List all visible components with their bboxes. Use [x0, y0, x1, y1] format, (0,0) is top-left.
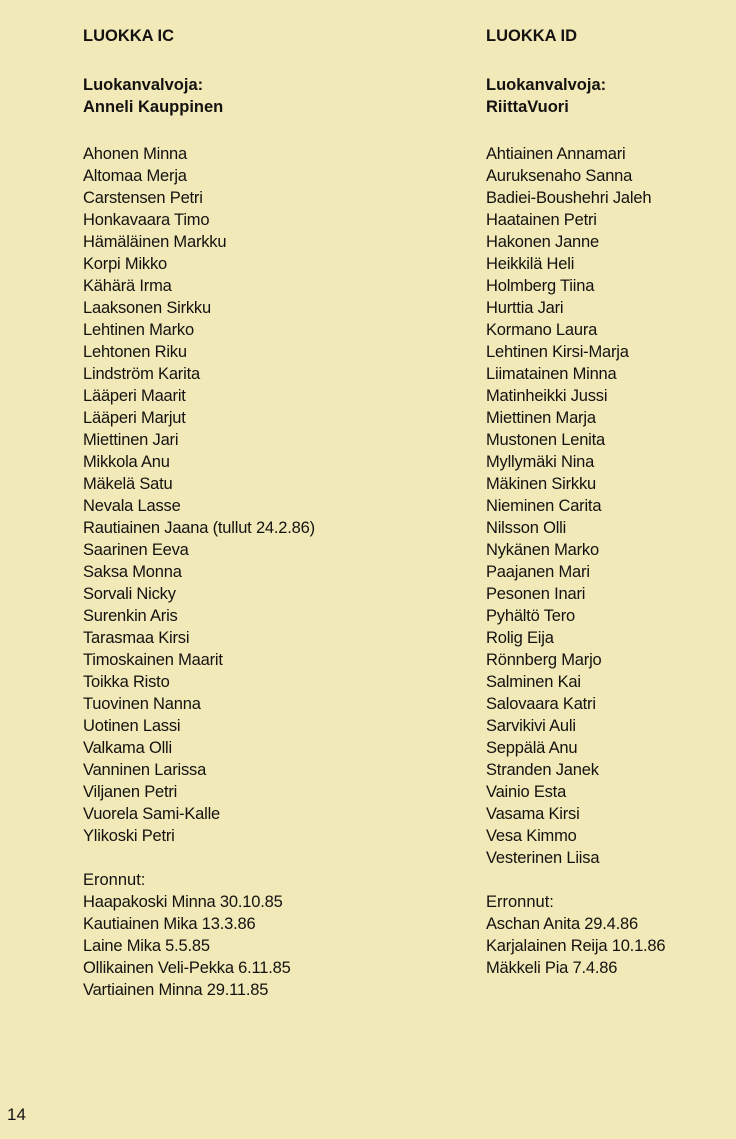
student-name: Lehtinen Kirsi-Marja [486, 343, 629, 361]
student-name: Uotinen Lassi [83, 717, 181, 735]
student-name: Heikkilä Heli [486, 255, 575, 273]
student-name: Miettinen Jari [83, 431, 179, 449]
class-ic-resigned-label: Eronnut: [83, 871, 146, 889]
class-id-student-list [486, 143, 731, 869]
student-name: Sorvali Nicky [83, 585, 176, 603]
resigned-student: Karjalainen Reija 10.1.86 [486, 937, 666, 955]
student-name: Liimatainen Minna [486, 365, 617, 383]
student-name: Rolig Eija [486, 629, 554, 647]
student-name: Nevala Lasse [83, 497, 181, 515]
student-name: Stranden Janek [486, 761, 599, 779]
class-id-column [486, 25, 731, 979]
student-name: Lehtonen Riku [83, 343, 187, 361]
student-name: Matinheikki Jussi [486, 387, 608, 405]
student-name: Rautiainen Jaana (tullut 24.2.86) [83, 519, 315, 537]
teacher-label: Luokanvalvoja: [486, 76, 607, 94]
resigned-student: Aschan Anita 29.4.86 [486, 915, 638, 933]
student-name: Vuorela Sami-Kalle [83, 805, 221, 823]
student-name: Altomaa Merja [83, 167, 187, 185]
student-name: Vesa Kimmo [486, 827, 577, 845]
student-name: Timoskainen Maarit [83, 651, 223, 669]
student-name: Lääperi Marjut [83, 409, 186, 427]
class-ic-title: LUOKKA IC [83, 27, 175, 45]
class-ic-student-list [83, 143, 473, 847]
student-name: Saarinen Eeva [83, 541, 189, 559]
student-name: Valkama Olli [83, 739, 172, 757]
resigned-student: Haapakoski Minna 30.10.85 [83, 893, 283, 911]
class-id-title: LUOKKA ID [486, 27, 578, 45]
student-name: Tuovinen Nanna [83, 695, 201, 713]
student-name: Kähärä Irma [83, 277, 172, 295]
student-name: Kormano Laura [486, 321, 598, 339]
student-name: Nieminen Carita [486, 497, 602, 515]
student-name: Myllymäki Nina [486, 453, 595, 471]
student-name: Surenkin Aris [83, 607, 178, 625]
student-name: Mustonen Lenita [486, 431, 606, 449]
student-name: Seppälä Anu [486, 739, 578, 757]
student-name: Mikkola Anu [83, 453, 170, 471]
teacher-name: RiittaVuori [486, 98, 569, 116]
student-name: Toikka Risto [83, 673, 170, 691]
student-name: Hurttia Jari [486, 299, 564, 317]
student-name: Sarvikivi Auli [486, 717, 576, 735]
resigned-student: Mäkkeli Pia 7.4.86 [486, 959, 618, 977]
student-name: Laaksonen Sirkku [83, 299, 211, 317]
student-name: Haatainen Petri [486, 211, 597, 229]
page-number: 14 [7, 1105, 26, 1124]
student-name: Vesterinen Liisa [486, 849, 600, 867]
teacher-name: Anneli Kauppinen [83, 98, 224, 116]
student-name: Vainio Esta [486, 783, 567, 801]
student-name: Nilsson Olli [486, 519, 567, 537]
resigned-student: Kautiainen Mika 13.3.86 [83, 915, 256, 933]
student-name: Lehtinen Marko [83, 321, 194, 339]
student-name: Hakonen Janne [486, 233, 599, 251]
resigned-student: Laine Mika 5.5.85 [83, 937, 210, 955]
student-name: Salovaara Katri [486, 695, 596, 713]
student-name: Saksa Monna [83, 563, 182, 581]
student-name: Lindström Karita [83, 365, 200, 383]
student-name: Lääperi Maarit [83, 387, 186, 405]
teacher-label: Luokanvalvoja: [83, 76, 204, 94]
class-ic-column [83, 25, 473, 1001]
student-name: Mäkelä Satu [83, 475, 173, 493]
student-name: Auruksenaho Sanna [486, 167, 633, 185]
class-id-resigned-list [486, 913, 731, 979]
student-name: Korpi Mikko [83, 255, 167, 273]
class-ic-resigned-list [83, 891, 473, 1001]
student-name: Pesonen Inari [486, 585, 586, 603]
class-ic-teacher [83, 74, 473, 118]
student-name: Tarasmaa Kirsi [83, 629, 190, 647]
student-name: Viljanen Petri [83, 783, 178, 801]
student-name: Pyhältö Tero [486, 607, 576, 625]
resigned-student: Ollikainen Veli-Pekka 6.11.85 [83, 959, 291, 977]
student-name: Vasama Kirsi [486, 805, 580, 823]
student-name: Rönnberg Marjo [486, 651, 602, 669]
student-name: Ahonen Minna [83, 145, 188, 163]
student-name: Vanninen Larissa [83, 761, 207, 779]
student-name: Miettinen Marja [486, 409, 596, 427]
student-name: Hämäläinen Markku [83, 233, 227, 251]
student-name: Carstensen Petri [83, 189, 203, 207]
student-name: Ahtiainen Annamari [486, 145, 626, 163]
resigned-student: Vartiainen Minna 29.11.85 [83, 981, 269, 999]
student-name: Salminen Kai [486, 673, 581, 691]
class-id-resigned-label: Erronnut: [486, 893, 554, 911]
student-name: Honkavaara Timo [83, 211, 210, 229]
student-name: Nykänen Marko [486, 541, 599, 559]
class-id-teacher [486, 74, 731, 118]
student-name: Badiei-Boushehri Jaleh [486, 189, 652, 207]
student-name: Paajanen Mari [486, 563, 590, 581]
student-name: Holmberg Tiina [486, 277, 595, 295]
student-name: Mäkinen Sirkku [486, 475, 596, 493]
student-name: Ylikoski Petri [83, 827, 175, 845]
